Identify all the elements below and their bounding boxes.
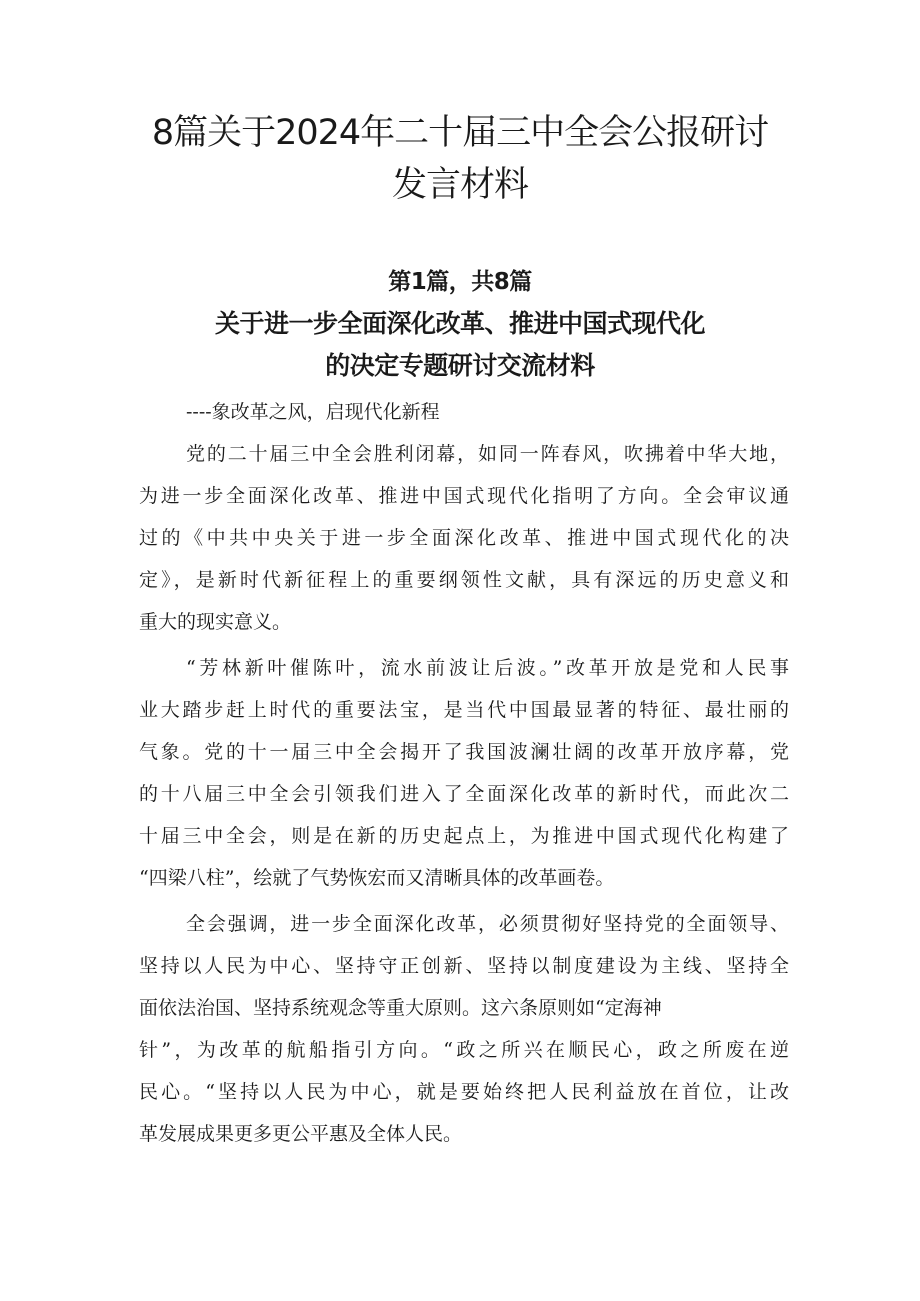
body-line: 民心。“坚持以人民为中心，就是要始终把人民利益放在首位，让改 xyxy=(139,1081,789,1103)
document-title-line-2: 发言材料 xyxy=(391,165,528,205)
body-line: 面依法治国、坚持系统观念等重大原则。这六条原则如“定海神 xyxy=(139,997,662,1019)
body-line: 为进一步全面深化改革、推进中国式现代化指明了方向。全会审议通 xyxy=(139,485,789,507)
body-line: 全会强调，进一步全面深化改革，必须贯彻好坚持党的全面领导、 xyxy=(186,913,789,935)
body-line: 的十八届三中全会引领我们进入了全面深化改革的新时代，而此次二 xyxy=(139,783,789,805)
body-line: 坚持以人民为中心、坚持守正创新、坚持以制度建设为主线、坚持全 xyxy=(139,955,789,977)
body-line: 革发展成果更多更公平惠及全体人民。 xyxy=(139,1123,463,1145)
article-title-line-1: 关于进一步全面深化改革、推进中国式现代化 xyxy=(214,309,705,338)
article-title-line-2: 的决定专题研讨交流材料 xyxy=(325,351,595,380)
body-line: 过的《中共中央关于进一步全面深化改革、推进中国式现代化的决 xyxy=(139,527,789,549)
body-line: 气象。党的十一届三中全会揭开了我国波澜壮阔的改革开放序幕，党 xyxy=(139,741,789,763)
body-line: 业大踏步赶上时代的重要法宝，是当代中国最显著的特征、最壮丽的 xyxy=(139,699,789,721)
document-title-line-1: 8篇关于2024年二十届三中全会公报研讨 xyxy=(151,113,769,153)
body-line: 党的二十届三中全会胜利闭幕，如同一阵春风，吹拂着中华大地， xyxy=(186,443,789,465)
body-line: 定》，是新时代新征程上的重要纲领性文献，具有深远的历史意义和 xyxy=(139,569,789,591)
body-line: “四梁八柱”，绘就了气势恢宏而又清晰具体的改革画卷。 xyxy=(139,867,615,889)
body-line: 十届三中全会，则是在新的历史起点上，为推进中国式现代化构建了 xyxy=(139,825,789,847)
body-line: 针”，为改革的航船指引方向。“政之所兴在顺民心，政之所废在逆 xyxy=(139,1039,789,1061)
body-line: 重大的现实意义。 xyxy=(139,611,292,633)
part-label: 第1篇，共8篇 xyxy=(388,269,532,295)
epigraph: ----象改革之风，启现代化新程 xyxy=(186,401,440,423)
body-line: “芳林新叶催陈叶，流水前波让后波。”改革开放是党和人民事 xyxy=(186,657,789,679)
